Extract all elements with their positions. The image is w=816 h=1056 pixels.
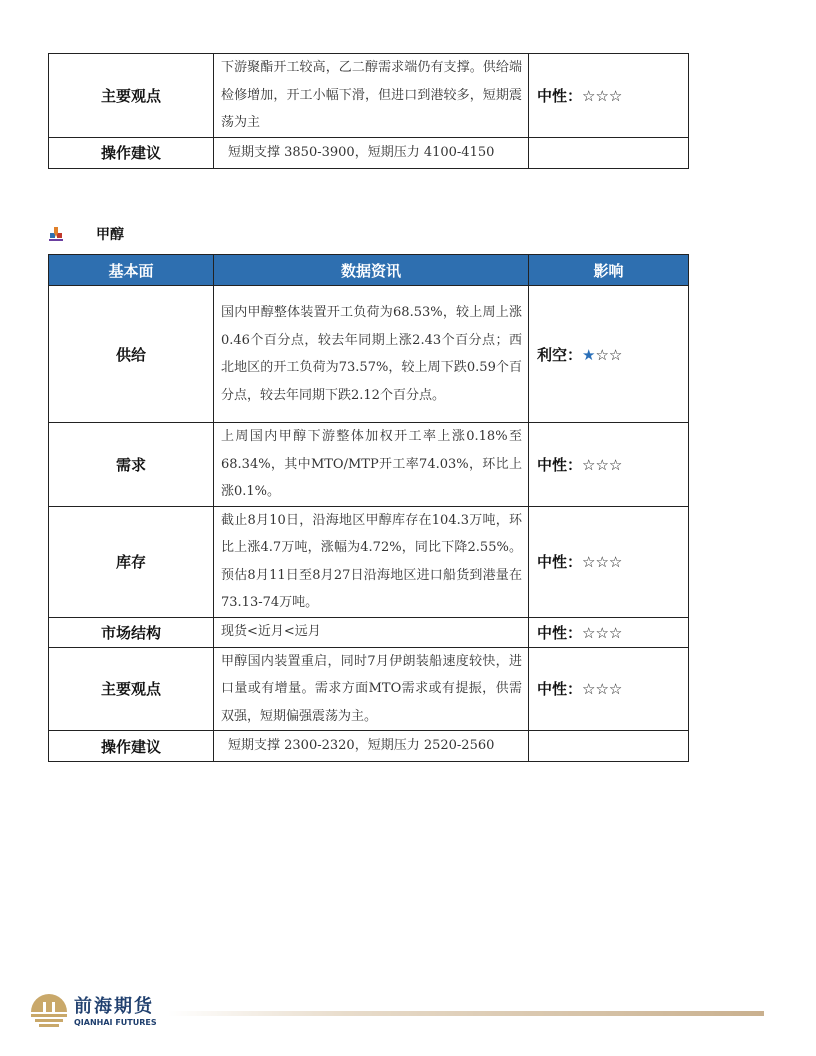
star-empty-icon: ☆ [595, 553, 609, 571]
row-info: 国内甲醇整体装置开工负荷为68.53%，较上周上涨0.46个百分点，较去年同期上涨2.43个百分点；西北地区的开工负荷为73.57%，较上周下跌0.59个百分点，较去年同期下跌2.12个百分点。 [214, 286, 529, 423]
table-row [49, 506, 689, 617]
impact-label: 中性： [537, 680, 583, 699]
row-info: 现货<近月<远月 [214, 617, 529, 647]
column-header: 数据资讯 [214, 255, 529, 286]
footer-logo-text [74, 996, 157, 1028]
star-empty-icon: ☆ [608, 86, 623, 105]
star-empty-icon: ☆ [582, 455, 596, 474]
star-empty-icon: ☆ [608, 345, 623, 364]
row-label: 需求 [49, 423, 214, 507]
column-header: 基本面 [49, 255, 214, 286]
table-row [49, 423, 689, 507]
row-label: 操作建议 [49, 731, 214, 762]
row-label: 主要观点 [49, 647, 214, 731]
table-row [49, 54, 689, 138]
star-empty-icon: ☆ [595, 455, 609, 474]
impact-label: 中性： [537, 455, 583, 474]
row-info: 短期支撑 3850-3900，短期压力 4100-4150 [214, 137, 529, 168]
star-empty-icon: ☆ [582, 86, 596, 105]
star-empty-icon: ☆ [582, 680, 596, 699]
star-empty-icon: ☆ [595, 623, 609, 642]
star-filled-icon: ★ [582, 345, 596, 364]
impact-cell [529, 647, 689, 731]
impact-label: 中性： [537, 553, 583, 571]
row-label: 市场结构 [49, 617, 214, 647]
star-empty-icon: ☆ [582, 553, 596, 571]
impact-cell [529, 506, 689, 617]
impact-cell [529, 731, 689, 762]
footer-divider [168, 1011, 764, 1016]
section-title-text: 甲醇 [96, 227, 124, 243]
star-empty-icon: ☆ [595, 680, 609, 699]
impact-cell [529, 617, 689, 647]
star-empty-icon: ☆ [608, 553, 623, 571]
table-row [49, 617, 689, 647]
section-title [48, 224, 124, 244]
impact-label: 中性： [537, 86, 583, 105]
impact-label: 利空： [537, 345, 583, 364]
row-label: 库存 [49, 506, 214, 617]
star-empty-icon: ☆ [608, 623, 623, 642]
impact-cell [529, 286, 689, 423]
table-row [49, 647, 689, 731]
column-header: 影响 [529, 255, 689, 286]
impact-cell [529, 54, 689, 138]
logo-chinese-name: 前海期货 [74, 996, 154, 1017]
ethylene-glycol-table-continued [48, 53, 689, 169]
table-row [49, 731, 689, 762]
row-info: 上周国内甲醇下游整体加权开工率上涨0.18%至68.34%，其中MTO/MTP开工率74.03%，环比上涨0.1%。 [214, 423, 529, 507]
star-empty-icon: ☆ [582, 623, 596, 642]
impact-cell [529, 137, 689, 168]
qianhai-logo-icon [28, 990, 70, 1034]
star-empty-icon: ☆ [608, 680, 623, 699]
row-info: 甲醇国内装置重启，同时7月伊朗装船速度较快，进口量或有增量。需求方面MTO需求或有提振，供需双强，短期偏强震荡为主。 [214, 647, 529, 731]
row-info: 截止8月10日，沿海地区甲醇库存在104.3万吨，环比上涨4.7万吨，涨幅为4.72%，同比下降2.55%。预估8月11日至8月27日沿海地区进口船货到港量在73.13-74万吨。 [214, 506, 529, 617]
row-info: 下游聚酯开工较高，乙二醇需求端仍有支撑。供给端检修增加，开工小幅下滑，但进口到港较多，短期震荡为主 [214, 54, 529, 138]
logo-english-name: QIANHAI FUTURES [74, 1018, 157, 1027]
row-label: 操作建议 [49, 137, 214, 168]
row-info: 短期支撑 2300-2320，短期压力 2520-2560 [214, 731, 529, 762]
impact-label: 中性： [537, 623, 583, 642]
impact-cell [529, 423, 689, 507]
methanol-table [48, 254, 689, 762]
star-empty-icon: ☆ [608, 455, 623, 474]
footer-logo [28, 990, 157, 1034]
star-empty-icon: ☆ [595, 345, 609, 364]
table-row [49, 286, 689, 423]
row-label: 主要观点 [49, 54, 214, 138]
arrow-bullet-icon [48, 224, 68, 244]
table-row [49, 137, 689, 168]
table-header-row [49, 255, 689, 286]
row-label: 供给 [49, 286, 214, 423]
star-empty-icon: ☆ [595, 86, 609, 105]
